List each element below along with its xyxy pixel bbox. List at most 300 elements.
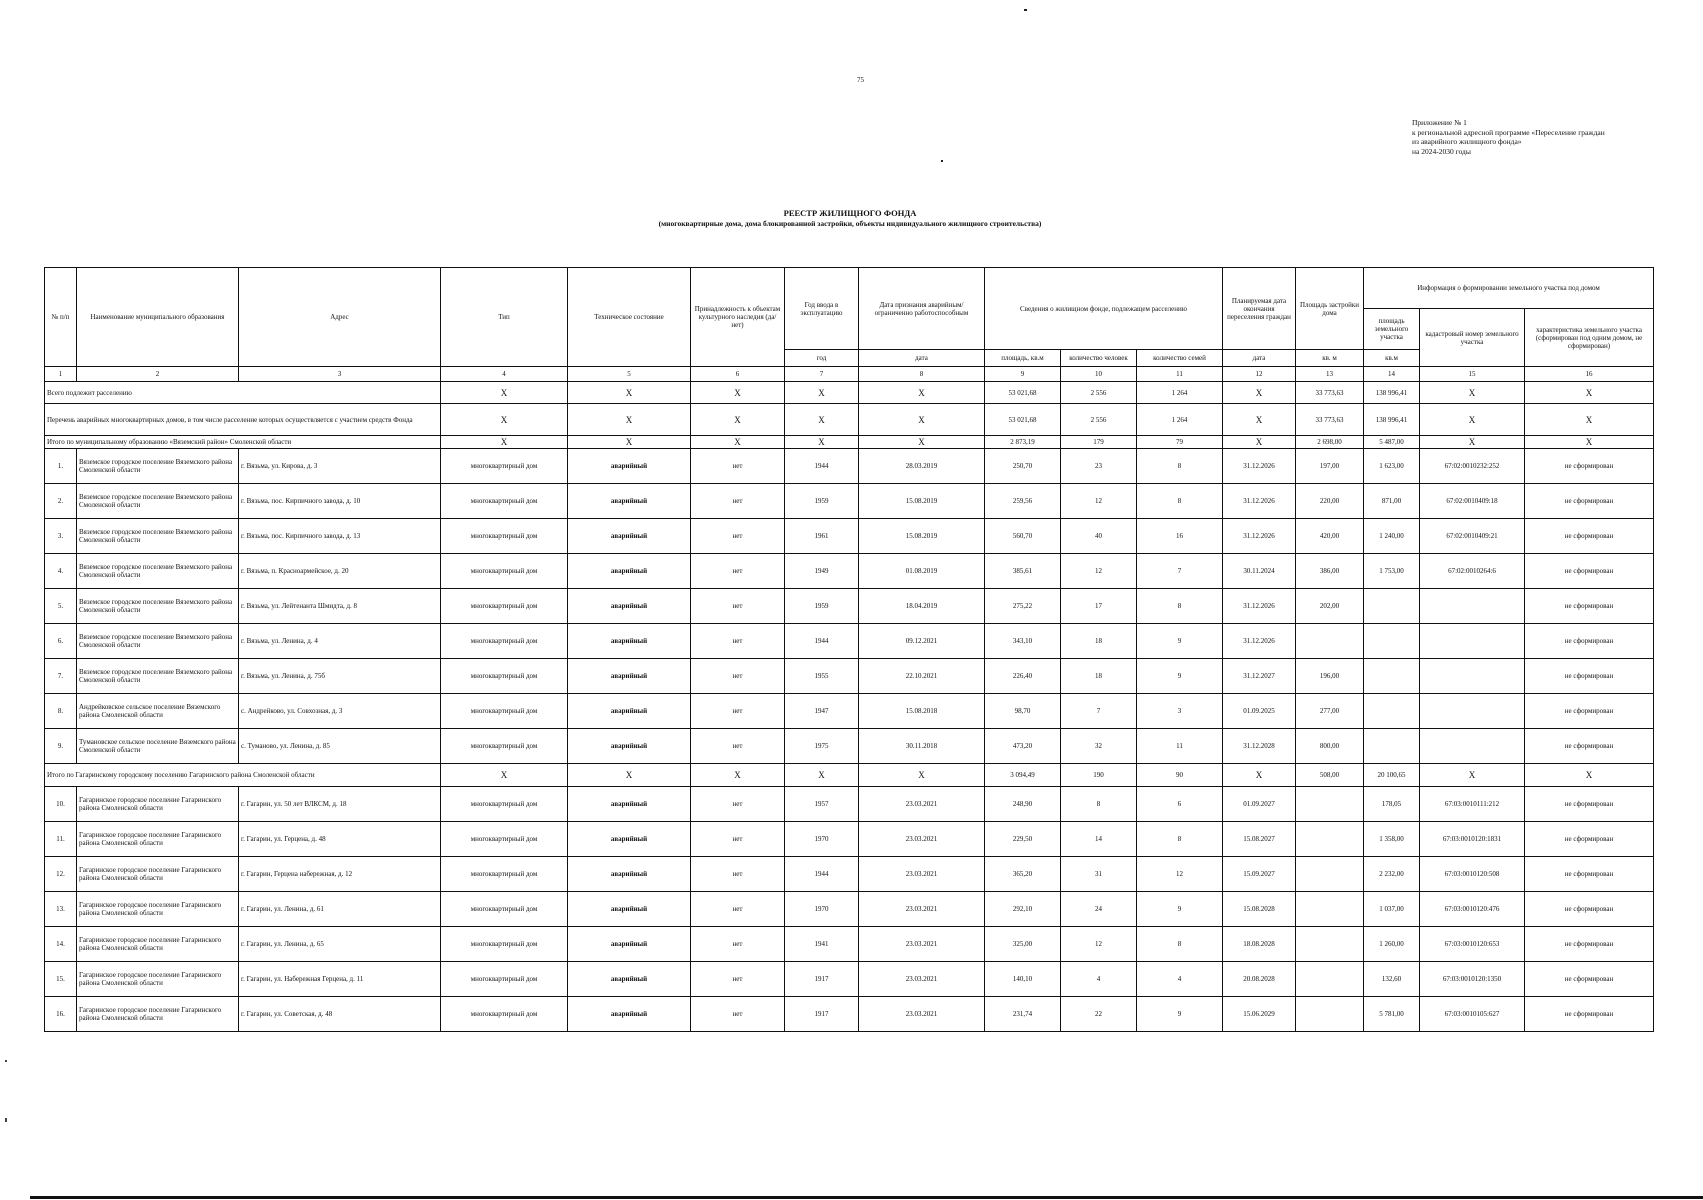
people-cell: 31 (1061, 857, 1137, 892)
total-people: 2 556 (1061, 382, 1137, 404)
type-cell: многоквартирный дом (441, 857, 568, 892)
cultural-cell: нет (691, 787, 785, 822)
year-cell: 1944 (785, 624, 859, 659)
table-row (45, 554, 1654, 589)
col-header-emergency-date: Дата признания аварийным/ограниченно работоспособным (859, 268, 985, 350)
row-number: 8. (45, 694, 77, 729)
municipality-cell: Вяземское городское поселение Вяземского района Смоленской области (77, 449, 239, 484)
planned-date-cell: 31.12.2027 (1223, 659, 1296, 694)
table-row (45, 484, 1654, 519)
table-row (45, 892, 1654, 927)
table-row (45, 729, 1654, 764)
land-area-cell (1364, 729, 1420, 764)
unit-people: количество человек (1061, 350, 1137, 367)
total-built-area: 2 698,00 (1296, 436, 1364, 449)
column-number: 2 (77, 367, 239, 382)
emergency-date-cell: 23.03.2021 (859, 822, 985, 857)
families-cell: 4 (1137, 962, 1223, 997)
col-header-planned-date: Планируемая дата окончания переселения граждан (1223, 268, 1296, 350)
municipality-cell: Андрейковское сельское поселение Вяземского района Смоленской области (77, 694, 239, 729)
land-area-cell (1364, 659, 1420, 694)
people-cell: 22 (1061, 997, 1137, 1032)
area-cell: 365,20 (985, 857, 1061, 892)
cultural-cell: нет (691, 484, 785, 519)
emergency-date-cell: 01.08.2019 (859, 554, 985, 589)
x-mark: X (1525, 382, 1654, 404)
type-cell: многоквартирный дом (441, 787, 568, 822)
scan-speck (5, 1118, 7, 1122)
table-row (45, 857, 1654, 892)
address-cell: г. Вязьма, ул. Ленина, д. 75б (239, 659, 441, 694)
people-cell: 7 (1061, 694, 1137, 729)
column-number: 4 (441, 367, 568, 382)
row-number: 12. (45, 857, 77, 892)
address-cell: г. Вязьма, п. Красноармейское, д. 20 (239, 554, 441, 589)
cadastral-cell: 67:03:0010120:1831 (1420, 822, 1525, 857)
planned-date-cell: 31.12.2028 (1223, 729, 1296, 764)
table-row (45, 927, 1654, 962)
column-number: 10 (1061, 367, 1137, 382)
emergency-date-cell: 15.08.2019 (859, 519, 985, 554)
planned-date-cell: 31.12.2026 (1223, 624, 1296, 659)
x-mark: X (691, 436, 785, 449)
people-cell: 8 (1061, 787, 1137, 822)
tech-state-cell: аварийный (568, 624, 691, 659)
cultural-cell: нет (691, 694, 785, 729)
total-families: 1 264 (1137, 404, 1223, 436)
cadastral-cell: 67:03:0010120:1350 (1420, 962, 1525, 997)
built-area-cell (1296, 892, 1364, 927)
planned-date-cell: 31.12.2026 (1223, 449, 1296, 484)
address-cell: г. Гагарин, ул. 50 лет ВЛКСМ, д. 18 (239, 787, 441, 822)
built-area-cell (1296, 787, 1364, 822)
row-number: 10. (45, 787, 77, 822)
column-number: 5 (568, 367, 691, 382)
table-row (45, 659, 1654, 694)
x-mark: X (568, 764, 691, 787)
unit-area: площадь, кв.м (985, 350, 1061, 367)
land-status-cell: не сформирован (1525, 624, 1654, 659)
area-cell: 140,10 (985, 962, 1061, 997)
land-area-cell: 1 358,00 (1364, 822, 1420, 857)
built-area-cell: 197,00 (1296, 449, 1364, 484)
scan-speck (941, 160, 943, 162)
tech-state-cell: аварийный (568, 927, 691, 962)
cadastral-cell: 67:03:0010120:476 (1420, 892, 1525, 927)
tech-state-cell: аварийный (568, 519, 691, 554)
built-area-cell (1296, 927, 1364, 962)
row-number: 16. (45, 997, 77, 1032)
year-cell: 1957 (785, 787, 859, 822)
x-mark: X (691, 382, 785, 404)
people-cell: 23 (1061, 449, 1137, 484)
municipality-cell: Вяземское городское поселение Вяземского района Смоленской области (77, 624, 239, 659)
families-cell: 9 (1137, 624, 1223, 659)
total-area: 53 021,68 (985, 404, 1061, 436)
table-row (45, 694, 1654, 729)
summary-label: Итого по муниципальному образованию «Вяземский район» Смоленской области (45, 436, 441, 449)
built-area-cell: 800,00 (1296, 729, 1364, 764)
row-number: 2. (45, 484, 77, 519)
row-number: 4. (45, 554, 77, 589)
x-mark: X (1223, 764, 1296, 787)
summary-label: Перечень аварийных многоквартирных домов, в том числе расселение которых осуществляется с участием средств Фонда (45, 404, 441, 436)
year-cell: 1970 (785, 892, 859, 927)
land-status-cell: не сформирован (1525, 694, 1654, 729)
municipality-cell: Вяземское городское поселение Вяземского района Смоленской области (77, 519, 239, 554)
address-cell: г. Гагарин, ул. Герцена, д. 48 (239, 822, 441, 857)
appendix-note (1412, 118, 1605, 156)
table-row (45, 997, 1654, 1032)
header-row (45, 268, 1654, 309)
x-mark: X (441, 764, 568, 787)
land-status-cell: не сформирован (1525, 787, 1654, 822)
emergency-date-cell: 18.04.2019 (859, 589, 985, 624)
planned-date-cell: 31.12.2026 (1223, 589, 1296, 624)
municipality-cell: Гагаринское городское поселение Гагаринского района Смоленской области (77, 962, 239, 997)
cultural-cell: нет (691, 659, 785, 694)
column-number: 8 (859, 367, 985, 382)
cadastral-cell: 67:02:0010264:6 (1420, 554, 1525, 589)
column-numbers-row (45, 367, 1654, 382)
land-area-cell: 132,60 (1364, 962, 1420, 997)
unit-year: год (785, 350, 859, 367)
total-built-area: 33 773,63 (1296, 382, 1364, 404)
area-cell: 231,74 (985, 997, 1061, 1032)
x-mark: X (1525, 764, 1654, 787)
built-area-cell (1296, 822, 1364, 857)
land-status-cell: не сформирован (1525, 892, 1654, 927)
land-area-cell: 2 232,00 (1364, 857, 1420, 892)
families-cell: 16 (1137, 519, 1223, 554)
type-cell: многоквартирный дом (441, 589, 568, 624)
planned-date-cell: 15.08.2027 (1223, 822, 1296, 857)
land-status-cell: не сформирован (1525, 659, 1654, 694)
built-area-cell (1296, 857, 1364, 892)
address-cell: с. Андрейково, ул. Совхозная, д. 3 (239, 694, 441, 729)
column-number: 7 (785, 367, 859, 382)
type-cell: многоквартирный дом (441, 927, 568, 962)
row-number: 5. (45, 589, 77, 624)
summary-label: Итого по Гагаринскому городскому поселению Гагаринского района Смоленской области (45, 764, 441, 787)
planned-date-cell: 15.06.2029 (1223, 997, 1296, 1032)
page-bottom-edge (30, 1196, 1703, 1199)
col-header-municipality: Наименование муниципального образования (77, 268, 239, 367)
total-land-area: 138 996,41 (1364, 382, 1420, 404)
families-cell: 8 (1137, 449, 1223, 484)
column-number: 16 (1525, 367, 1654, 382)
type-cell: многоквартирный дом (441, 624, 568, 659)
column-number: 6 (691, 367, 785, 382)
col-header-cultural: Принадлежность к объектам культурного наследия (да/нет) (691, 268, 785, 367)
scan-speck (1024, 9, 1027, 11)
unit-date: дата (1223, 350, 1296, 367)
table-row (45, 822, 1654, 857)
column-number: 13 (1296, 367, 1364, 382)
type-cell: многоквартирный дом (441, 484, 568, 519)
tech-state-cell: аварийный (568, 822, 691, 857)
appendix-line: на 2024-2030 годы (1412, 146, 1471, 156)
type-cell: многоквартирный дом (441, 892, 568, 927)
planned-date-cell: 31.12.2026 (1223, 519, 1296, 554)
land-status-cell: не сформирован (1525, 857, 1654, 892)
type-cell: многоквартирный дом (441, 997, 568, 1032)
families-cell: 8 (1137, 822, 1223, 857)
emergency-date-cell: 28.03.2019 (859, 449, 985, 484)
people-cell: 32 (1061, 729, 1137, 764)
column-number: 1 (45, 367, 77, 382)
tech-state-cell: аварийный (568, 729, 691, 764)
land-area-cell: 871,00 (1364, 484, 1420, 519)
column-number: 15 (1420, 367, 1525, 382)
row-number: 3. (45, 519, 77, 554)
total-area: 53 021,68 (985, 382, 1061, 404)
planned-date-cell: 15.08.2028 (1223, 892, 1296, 927)
tech-state-cell: аварийный (568, 787, 691, 822)
year-cell: 1959 (785, 484, 859, 519)
area-cell: 226,40 (985, 659, 1061, 694)
land-area-cell (1364, 624, 1420, 659)
cadastral-cell: 67:03:0010120:653 (1420, 927, 1525, 962)
cultural-cell: нет (691, 519, 785, 554)
col-header-housing-info: Сведения о жилищном фонде, подлежащем расселению (985, 268, 1223, 350)
area-cell: 98,70 (985, 694, 1061, 729)
column-number: 9 (985, 367, 1061, 382)
x-mark: X (1223, 382, 1296, 404)
families-cell: 11 (1137, 729, 1223, 764)
emergency-date-cell: 23.03.2021 (859, 892, 985, 927)
cadastral-cell (1420, 694, 1525, 729)
families-cell: 12 (1137, 857, 1223, 892)
land-status-cell: не сформирован (1525, 589, 1654, 624)
appendix-line: к региональной адресной программе «Переселение граждан (1412, 127, 1605, 137)
land-status-cell: не сформирован (1525, 519, 1654, 554)
people-cell: 18 (1061, 624, 1137, 659)
land-status-cell: не сформирован (1525, 962, 1654, 997)
type-cell: многоквартирный дом (441, 659, 568, 694)
address-cell: г. Вязьма, пос. Кирпичного завода, д. 10 (239, 484, 441, 519)
cadastral-cell: 67:03:0010120:508 (1420, 857, 1525, 892)
cultural-cell: нет (691, 997, 785, 1032)
land-status-cell: не сформирован (1525, 997, 1654, 1032)
people-cell: 4 (1061, 962, 1137, 997)
municipality-cell: Вяземское городское поселение Вяземского района Смоленской области (77, 659, 239, 694)
x-mark: X (691, 404, 785, 436)
people-cell: 17 (1061, 589, 1137, 624)
area-cell: 473,20 (985, 729, 1061, 764)
total-people: 190 (1061, 764, 1137, 787)
x-mark: X (859, 382, 985, 404)
type-cell: многоквартирный дом (441, 554, 568, 589)
planned-date-cell: 20.08.2028 (1223, 962, 1296, 997)
land-area-cell: 1 260,00 (1364, 927, 1420, 962)
total-area: 2 873,19 (985, 436, 1061, 449)
table-row (45, 624, 1654, 659)
families-cell: 8 (1137, 589, 1223, 624)
col-header-land-area: площадь земельного участка (1364, 309, 1420, 350)
row-number: 11. (45, 822, 77, 857)
total-families: 90 (1137, 764, 1223, 787)
emergency-date-cell: 30.11.2018 (859, 729, 985, 764)
summary-row (45, 382, 1654, 404)
built-area-cell (1296, 962, 1364, 997)
built-area-cell: 277,00 (1296, 694, 1364, 729)
planned-date-cell: 18.08.2028 (1223, 927, 1296, 962)
x-mark: X (568, 436, 691, 449)
people-cell: 12 (1061, 927, 1137, 962)
cadastral-cell (1420, 659, 1525, 694)
built-area-cell (1296, 997, 1364, 1032)
x-mark: X (691, 764, 785, 787)
address-cell: г. Вязьма, ул. Лейтенанта Шмидта, д. 8 (239, 589, 441, 624)
address-cell: г. Гагарин, ул. Советская, д. 48 (239, 997, 441, 1032)
total-area: 3 094,49 (985, 764, 1061, 787)
cultural-cell: нет (691, 589, 785, 624)
column-number: 3 (239, 367, 441, 382)
people-cell: 12 (1061, 484, 1137, 519)
address-cell: г. Вязьма, пос. Кирпичного завода, д. 13 (239, 519, 441, 554)
land-area-cell (1364, 694, 1420, 729)
built-area-cell: 386,00 (1296, 554, 1364, 589)
land-status-cell: не сформирован (1525, 554, 1654, 589)
summary-row (45, 764, 1654, 787)
summary-label: Всего подлежит расселению (45, 382, 441, 404)
appendix-line: из аварийного жилищного фонда» (1412, 137, 1522, 146)
unit-families: количество семей (1137, 350, 1223, 367)
emergency-date-cell: 23.03.2021 (859, 927, 985, 962)
table-row (45, 589, 1654, 624)
area-cell: 292,10 (985, 892, 1061, 927)
families-cell: 3 (1137, 694, 1223, 729)
cultural-cell: нет (691, 962, 785, 997)
built-area-cell: 202,00 (1296, 589, 1364, 624)
x-mark: X (785, 436, 859, 449)
area-cell: 385,61 (985, 554, 1061, 589)
emergency-date-cell: 09.12.2021 (859, 624, 985, 659)
cultural-cell: нет (691, 857, 785, 892)
planned-date-cell: 01.09.2027 (1223, 787, 1296, 822)
address-cell: г. Гагарин, Герцена набережная, д. 12 (239, 857, 441, 892)
families-cell: 8 (1137, 927, 1223, 962)
emergency-date-cell: 15.08.2018 (859, 694, 985, 729)
x-mark: X (1223, 404, 1296, 436)
column-number: 14 (1364, 367, 1420, 382)
total-land-area: 20 100,65 (1364, 764, 1420, 787)
tech-state-cell: аварийный (568, 962, 691, 997)
municipality-cell: Вяземское городское поселение Вяземского района Смоленской области (77, 484, 239, 519)
row-number: 7. (45, 659, 77, 694)
address-cell: г. Вязьма, ул. Ленина, д. 4 (239, 624, 441, 659)
area-cell: 275,22 (985, 589, 1061, 624)
tech-state-cell: аварийный (568, 554, 691, 589)
year-cell: 1917 (785, 997, 859, 1032)
municipality-cell: Гагаринское городское поселение Гагаринского района Смоленской области (77, 927, 239, 962)
x-mark: X (568, 404, 691, 436)
housing-registry-table (44, 267, 1654, 1032)
land-area-cell: 178,05 (1364, 787, 1420, 822)
cadastral-cell (1420, 624, 1525, 659)
x-mark: X (441, 436, 568, 449)
land-status-cell: не сформирован (1525, 927, 1654, 962)
area-cell: 560,70 (985, 519, 1061, 554)
x-mark: X (1525, 404, 1654, 436)
col-header-land-info: Информация о формировании земельного участка под домом (1364, 268, 1654, 309)
land-status-cell: не сформирован (1525, 484, 1654, 519)
emergency-date-cell: 15.08.2019 (859, 484, 985, 519)
row-number: 15. (45, 962, 77, 997)
table-row (45, 519, 1654, 554)
x-mark: X (785, 404, 859, 436)
table-row (45, 787, 1654, 822)
emergency-date-cell: 23.03.2021 (859, 997, 985, 1032)
people-cell: 24 (1061, 892, 1137, 927)
x-mark: X (1420, 436, 1525, 449)
year-cell: 1944 (785, 857, 859, 892)
col-header-type: Тип (441, 268, 568, 367)
address-cell: г. Гагарин, ул. Ленина, д. 65 (239, 927, 441, 962)
built-area-cell: 196,00 (1296, 659, 1364, 694)
tech-state-cell: аварийный (568, 694, 691, 729)
col-header-cadastral: кадастровый номер земельного участка (1420, 309, 1525, 367)
col-header-address: Адрес (239, 268, 441, 367)
type-cell: многоквартирный дом (441, 822, 568, 857)
area-cell: 259,56 (985, 484, 1061, 519)
row-number: 1. (45, 449, 77, 484)
area-cell: 229,50 (985, 822, 1061, 857)
x-mark: X (785, 382, 859, 404)
municipality-cell: Вяземское городское поселение Вяземского района Смоленской области (77, 589, 239, 624)
built-area-cell: 420,00 (1296, 519, 1364, 554)
x-mark: X (568, 382, 691, 404)
land-area-cell: 1 753,00 (1364, 554, 1420, 589)
planned-date-cell: 31.12.2026 (1223, 484, 1296, 519)
summary-row (45, 404, 1654, 436)
table-row (45, 962, 1654, 997)
appendix-line: Приложение № 1 (1412, 118, 1467, 127)
emergency-date-cell: 23.03.2021 (859, 962, 985, 997)
cadastral-cell: 67:02:0010232:252 (1420, 449, 1525, 484)
land-area-cell (1364, 589, 1420, 624)
families-cell: 9 (1137, 892, 1223, 927)
cadastral-cell: 67:02:0010409:18 (1420, 484, 1525, 519)
tech-state-cell: аварийный (568, 997, 691, 1032)
address-cell: г. Вязьма, ул. Кирова, д. 3 (239, 449, 441, 484)
land-area-cell: 1 623,00 (1364, 449, 1420, 484)
col-header-tech-state: Техническое состояние (568, 268, 691, 367)
x-mark: X (859, 764, 985, 787)
col-header-year: Год ввода в эксплуатацию (785, 268, 859, 350)
cultural-cell: нет (691, 554, 785, 589)
people-cell: 12 (1061, 554, 1137, 589)
cadastral-cell (1420, 589, 1525, 624)
land-status-cell: не сформирован (1525, 822, 1654, 857)
year-cell: 1970 (785, 822, 859, 857)
year-cell: 1944 (785, 449, 859, 484)
cultural-cell: нет (691, 822, 785, 857)
x-mark: X (1420, 404, 1525, 436)
type-cell: многоквартирный дом (441, 519, 568, 554)
cultural-cell: нет (691, 729, 785, 764)
families-cell: 9 (1137, 659, 1223, 694)
table-row (45, 449, 1654, 484)
year-cell: 1959 (785, 589, 859, 624)
column-number: 11 (1137, 367, 1223, 382)
tech-state-cell: аварийный (568, 589, 691, 624)
total-people: 179 (1061, 436, 1137, 449)
col-header-land-characteristic: характеристика земельного участка (сформирован под одним домом, не сформирован) (1525, 309, 1654, 367)
families-cell: 6 (1137, 787, 1223, 822)
year-cell: 1941 (785, 927, 859, 962)
